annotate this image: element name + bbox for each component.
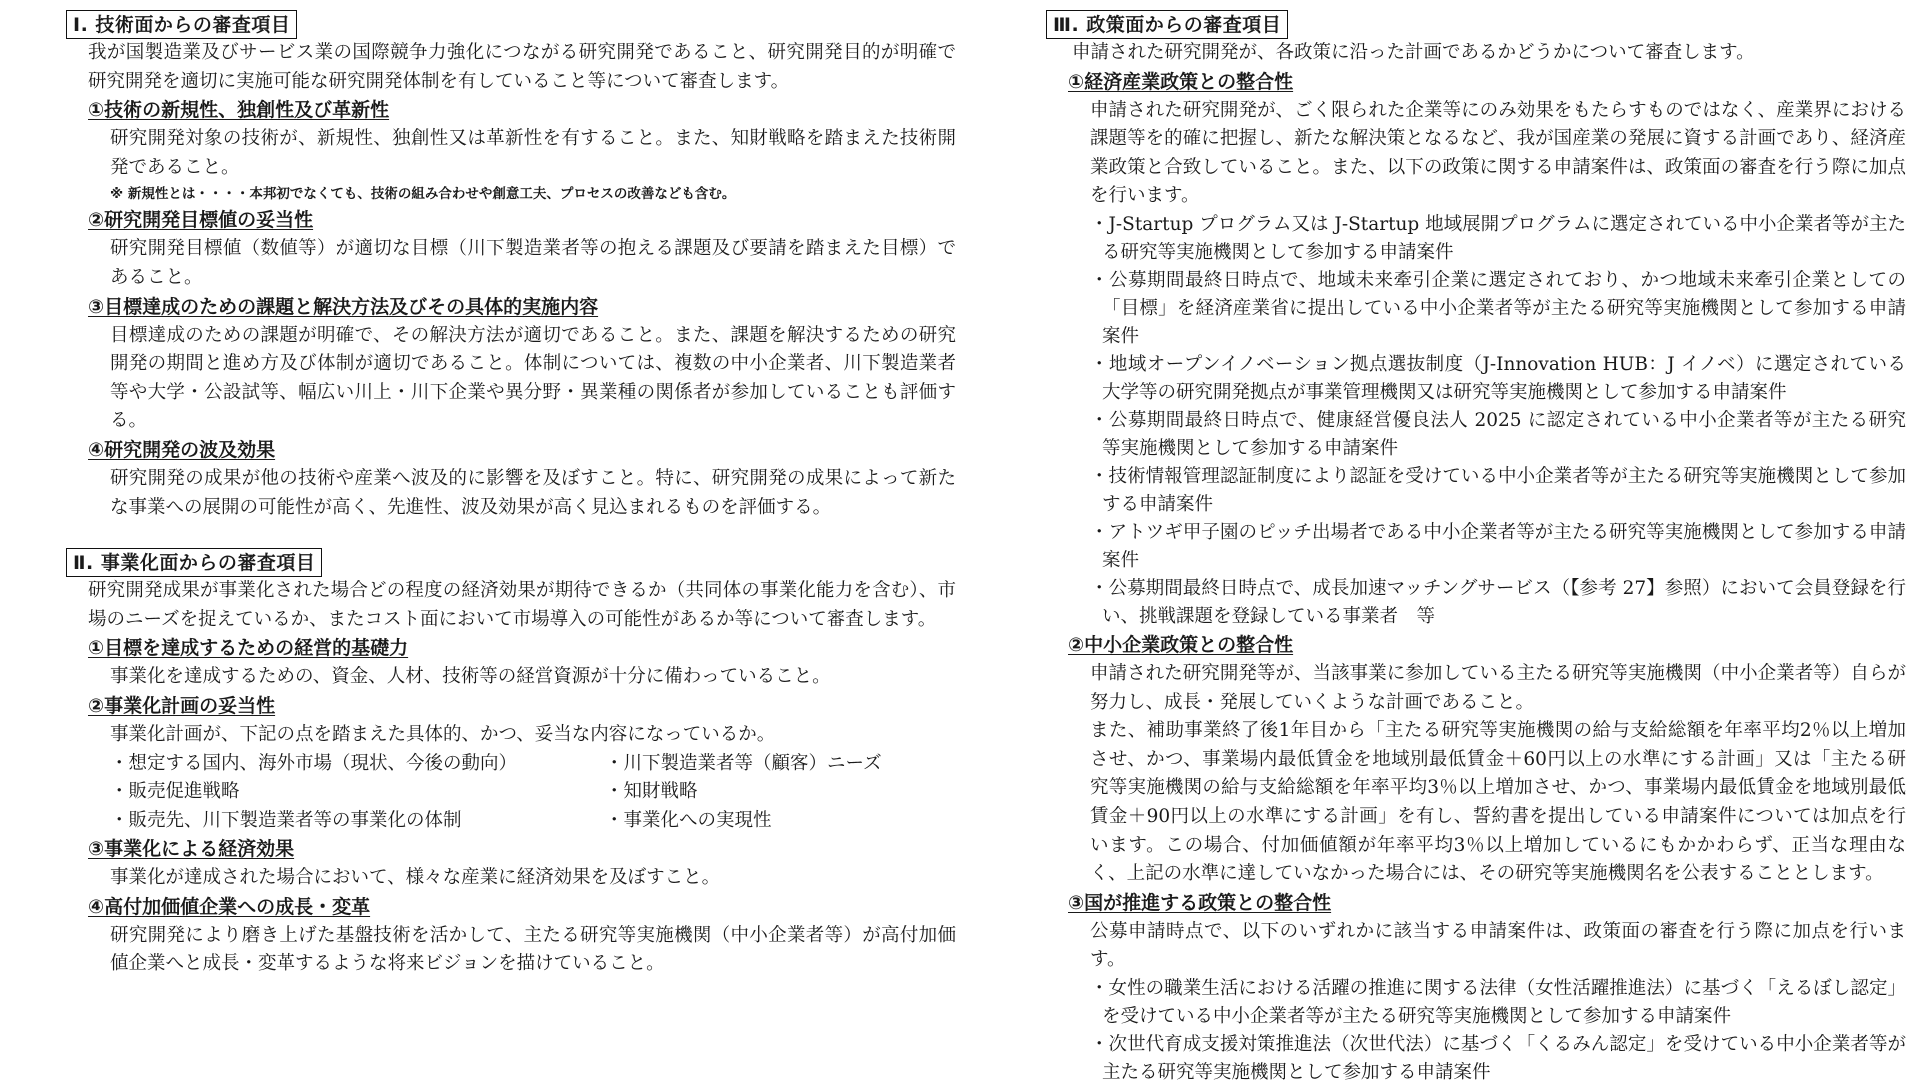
section-2-item-1-body: 事業化を達成するための、資金、人材、技術等の経営資源が十分に備わっていること。 — [110, 666, 831, 688]
section-3-item-1-body: 申請された研究開発が、ごく限られた企業等にのみ効果をもたらすものではなく、産業界における課題等を的確に把握し、新たな解決策となるなど、我が国産業の発展に資する計画であり、経済産業政策と合致していること。また、以下の政策に関する申請案件は、政策面の審査を行う際に加点を行います。 — [1090, 99, 1906, 207]
section-1-item-4-body: 研究開発の成果が他の技術や産業へ波及的に影響を及ぼすこと。特に、研究開発の成果によって新たな事業への展開の可能性が高く、先進性、波及効果が高く見込まれるものを評価する。 — [110, 467, 956, 518]
section-1-item-2-body: 研究開発目標値（数値等）が適切な目標（川下製造業者等の抱える課題及び要請を踏まえた目標）であること。 — [110, 238, 956, 288]
bullet-atotsugi-koshien: ・アトツギ甲子園のピッチ出場者である中小企業者等が主たる研究等実施機関として参加する申請案件 — [1090, 521, 1906, 571]
right-column — [1046, 10, 1906, 1087]
section-3-item-2-body-1: 申請された研究開発等が、当該事業に参加している主たる研究等実施機関（中小企業者等）自らが努力し、成長・発展していくような計画であること。 — [1090, 662, 1906, 713]
section-1-item-2-heading: ②研究開発目標値の妥当性 — [88, 209, 314, 232]
bullet-j-startup: ・J-Startup プログラム又は J-Startup 地域展開プログラムに選定されている中小企業者等が主たる研究等実施機関として参加する申請案件 — [1090, 213, 1906, 263]
bullet-eruboshi: ・女性の職業生活における活躍の推進に関する法律（女性活躍推進法）に基づく「えるぼし認定」を受けている中小企業者等が主たる研究等実施機関として参加する申請案件 — [1090, 977, 1906, 1027]
section-2-title: Ⅱ. 事業化面からの審査項目 — [66, 548, 322, 577]
point-downstream-needs: ・川下製造業者等（顧客）ニーズ — [605, 752, 882, 774]
section-3-title: Ⅲ. 政策面からの審査項目 — [1046, 10, 1288, 39]
section-2-item-2-body: 事業化計画が、下記の点を踏まえた具体的、かつ、妥当な内容になっているか。 — [110, 723, 776, 745]
section-1-title: Ⅰ. 技術面からの審査項目 — [66, 10, 297, 39]
section-1-item-3-heading: ③目標達成のための課題と解決方法及びその具体的実施内容 — [88, 295, 599, 318]
section-3-item-3-body: 公募申請時点で、以下のいずれかに該当する申請案件は、政策面の審査を行う際に加点を行います。 — [1090, 920, 1906, 971]
point-domestic-overseas-market: ・想定する国内、海外市場（現状、今後の動向） — [110, 752, 518, 774]
section-2-item-4-heading: ④高付加価値企業への成長・変革 — [88, 895, 371, 918]
bullet-growth-matching-service: ・公募期間最終日時点で、成長加速マッチングサービス（【参考 27】参照）において会員登録を行い、挑戦課題を登録している事業者 等 — [1090, 577, 1906, 627]
point-ip-strategy: ・知財戦略 — [605, 781, 698, 803]
section-2-item-1-heading: ①目標を達成するための経営的基礎力 — [88, 637, 409, 660]
section-2-item-4-body: 研究開発により磨き上げた基盤技術を活かして、主たる研究等実施機関（中小企業者等）が高付加価値企業へと成長・変革するような将来ビジョンを描けていること。 — [110, 924, 956, 975]
bullet-kurumin: ・次世代育成支援対策推進法（次世代法）に基づく「くるみん認定」を受けている中小企業者等が主たる研究等実施機関として参加する申請案件 — [1090, 1033, 1906, 1083]
left-column — [66, 10, 956, 979]
section-3-item-2-heading: ②中小企業政策との整合性 — [1068, 633, 1294, 656]
business-plan-points — [110, 750, 956, 836]
bullet-j-innovation-hub: ・地域オープンイノベーション拠点選抜制度（J-Innovation HUB：J イノベ）に選定されている大学等の研究開発拠点が事業管理機関又は研究等実施機関として参加する申請案件 — [1090, 353, 1906, 403]
point-sales-promotion: ・販売促進戦略 — [110, 781, 240, 803]
section-3-item-3-heading: ③国が推進する政策との整合性 — [1068, 891, 1332, 914]
section-2-item-2-heading: ②事業化計画の妥当性 — [88, 694, 276, 717]
national-policy-bullets — [1046, 975, 1906, 1087]
bullet-tech-info-certification: ・技術情報管理認証制度により認証を受けている中小企業者等が主たる研究等実施機関として参加する申請案件 — [1090, 465, 1906, 515]
bullet-regional-future-leader: ・公募期間最終日時点で、地域未来牽引企業に選定されており、かつ地域未来牽引企業としての「目標」を経済産業省に提出している中小企業者等が主たる研究等実施機関として参加する申請案件 — [1090, 269, 1906, 347]
section-1-item-1-heading: ①技術の新規性、独創性及び革新性 — [88, 99, 390, 122]
point-sales-structure: ・販売先、川下製造業者等の事業化の体制 — [110, 809, 462, 831]
section-3-item-2-body-2: また、補助事業終了後1年目から「主たる研究等実施機関の給与支給総額を年率平均2％以上増加させ、かつ、事業場内最低賃金を地域別最低賃金＋60円以上の水準にする計画」又は「主たる研究等実施機関の給与支給総額を年率平均3％以上増加させ、かつ、事業場内最低賃金を地域別最低賃金＋90円以上の水準にする計画」を有し、誓約書を提出している申請案件については加点を行います。この場合、付加価値額が年率平均3％以上増加しているにもかかわらず、正当な理由なく、上記の水準に達していなかった場合には、その研究等実施機関名を公表することとします。 — [1090, 720, 1906, 885]
section-1-item-3-body: 目標達成のための課題が明確で、その解決方法が適切であること。また、課題を解決するための研究開発の期間と進め方及び体制が適切であること。体制については、複数の中小企業者、川下製造業者等や大学・公設試等、幅広い川上・川下企業や異分野・異業種の関係者が参加していることも評価する。 — [110, 324, 956, 432]
section-3-item-1-heading: ①経済産業政策との整合性 — [1068, 70, 1294, 93]
section-2-item-3-body: 事業化が達成された場合において、様々な産業に経済効果を及ぼすこと。 — [110, 867, 721, 889]
section-3-intro: 申請された研究開発が、各政策に沿った計画であるかどうかについて審査します。 — [1072, 42, 1755, 63]
point-feasibility: ・事業化への実現性 — [605, 809, 772, 831]
section-1-item-1-body: 研究開発対象の技術が、新規性、独創性又は革新性を有すること。また、知財戦略を踏まえた技術開発であること。 — [110, 128, 956, 178]
section-gap — [66, 522, 956, 548]
section-2-item-3-heading: ③事業化による経済効果 — [88, 838, 295, 861]
section-1-item-4-heading: ④研究開発の波及効果 — [88, 438, 276, 461]
section-1-intro: 我が国製造業及びサービス業の国際競争力強化につながる研究開発であること、研究開発目的が明確で研究開発を適切に実施可能な研究開発体制を有していること等について審査します。 — [88, 42, 956, 92]
section-1-item-1-note: ※ 新規性とは・・・・本邦初でなくても、技術の組み合わせや創意工夫、プロセスの改善なども含む。 — [110, 186, 736, 203]
economic-policy-bullets — [1046, 211, 1906, 631]
section-2-intro: 研究開発成果が事業化された場合どの程度の経済効果が期待できるか（共同体の事業化能力を含む）、市場のニーズを捉えているか、またコスト面において市場導入の可能性があるか等について審査します。 — [88, 580, 956, 630]
bullet-health-management: ・公募期間最終日時点で、健康経営優良法人 2025 に認定されている中小企業者等が主たる研究等実施機関として参加する申請案件 — [1090, 409, 1906, 459]
